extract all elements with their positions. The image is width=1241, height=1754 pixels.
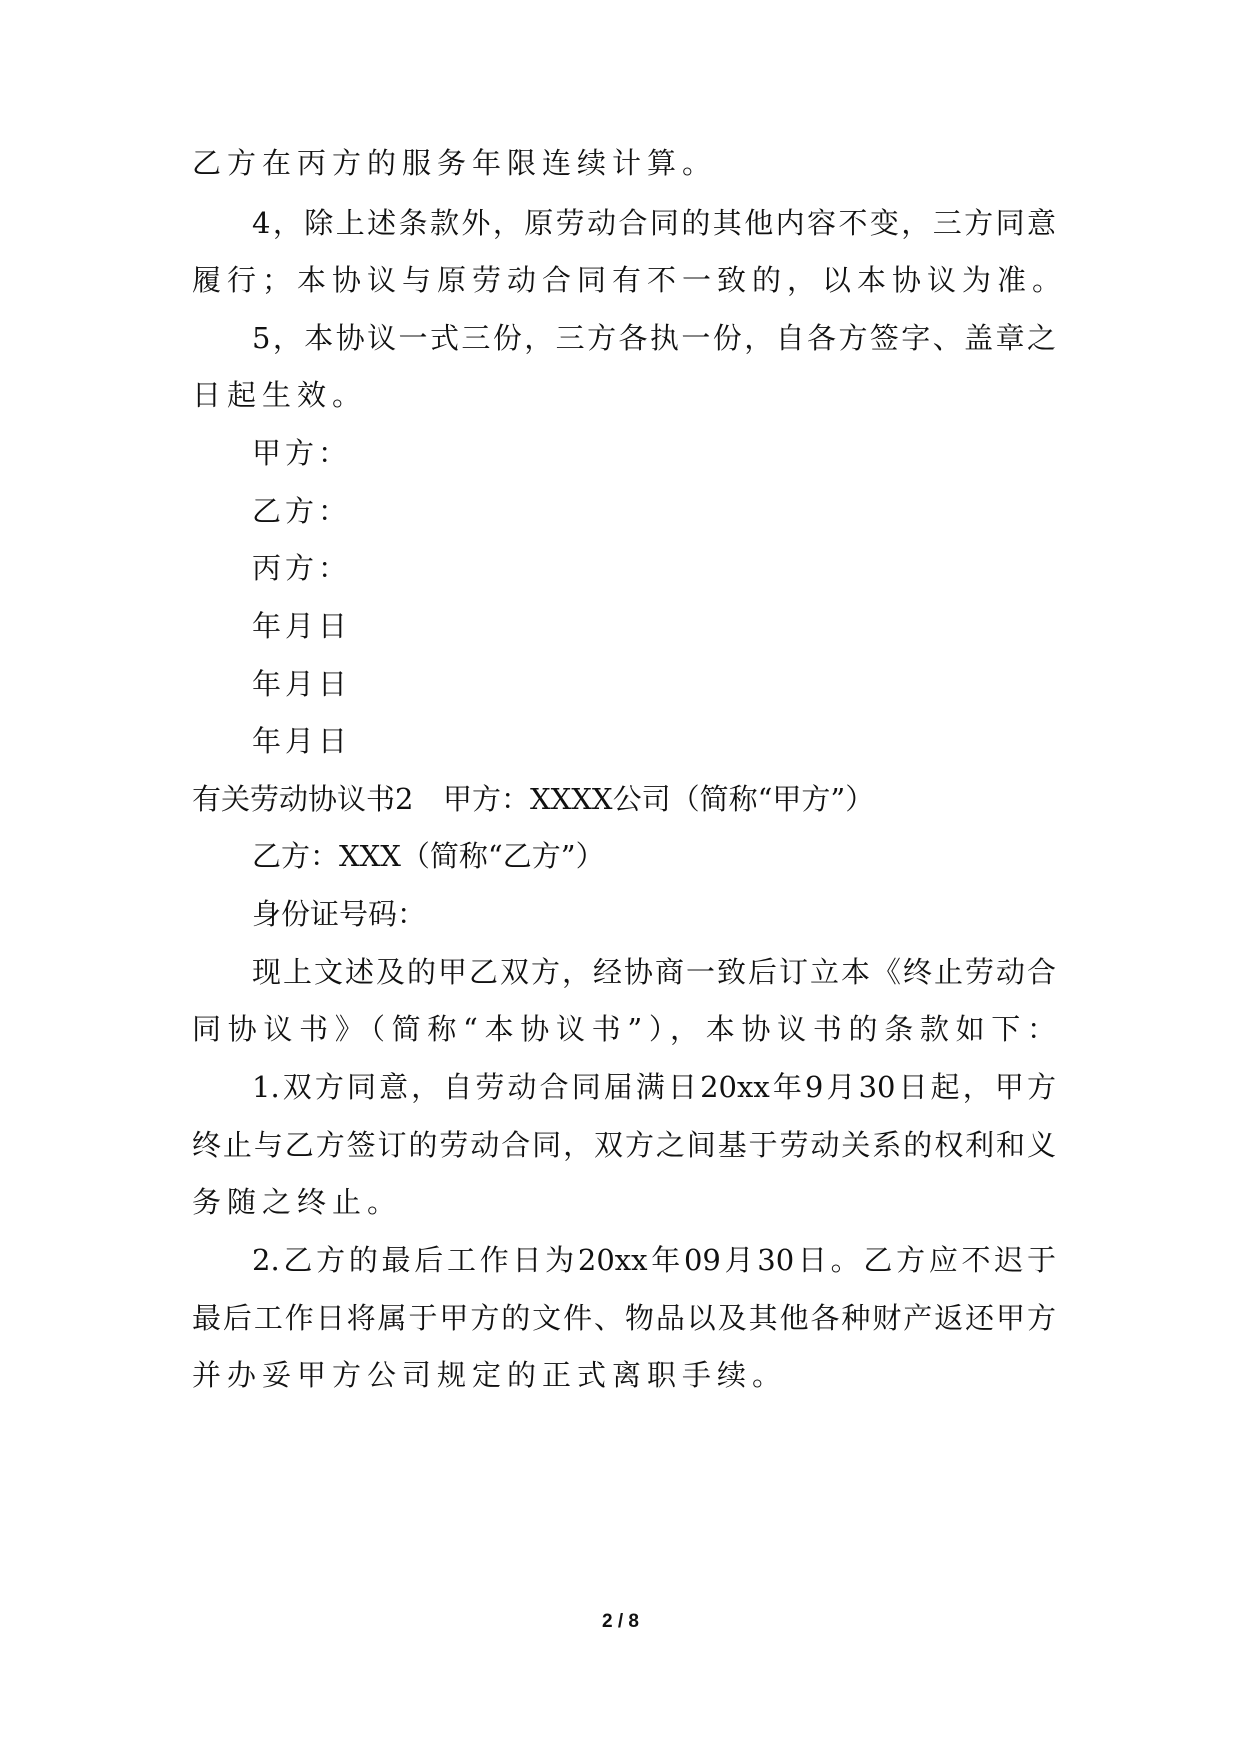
- text-line: 年月日: [252, 609, 352, 643]
- paragraph-line: [0, 203, 1241, 243]
- text-line: 日起生效。: [192, 378, 368, 412]
- page-number: 2 / 8: [602, 1611, 639, 1632]
- text-line: 乙方：XXX（简称“乙方”）: [252, 839, 605, 873]
- signature-line-party-a: [0, 433, 1241, 473]
- signature-line-party-b: [0, 491, 1241, 531]
- paragraph-line: [0, 1009, 1241, 1049]
- paragraph-line: [0, 143, 1241, 183]
- paragraph-line: [0, 260, 1241, 300]
- text-line: 年月日: [252, 724, 352, 758]
- text-line: 终止与乙方签订的劳动合同，双方之间基于劳动关系的权利和义: [192, 1128, 1056, 1162]
- text-line: 现上文述及的甲乙双方，经协商一致后订立本《终止劳动合: [252, 955, 1056, 989]
- paragraph-line: [0, 318, 1241, 358]
- text-line: 身份证号码：: [252, 897, 427, 931]
- party-b-line: [0, 836, 1241, 876]
- party-a-line: 甲方：XXXX公司（简称“甲方”）: [443, 782, 875, 816]
- text-line: 履行；本协议与原劳动合同有不一致的，以本协议为准。: [192, 263, 1068, 297]
- text-line: 同协议书》（简称“本协议书”），本协议书的条款如下：: [192, 1012, 1056, 1046]
- section-heading: [0, 779, 1241, 819]
- text-line: 最后工作日将属于甲方的文件、物品以及其他各种财产返还甲方: [192, 1301, 1056, 1335]
- paragraph-line: [0, 1067, 1241, 1107]
- text-line: 2.乙方的最后工作日为20xx年09月30日。乙方应不迟于: [252, 1243, 1056, 1277]
- signature-line-party-c: [0, 548, 1241, 588]
- paragraph-line: [0, 952, 1241, 992]
- date-line: [0, 664, 1241, 704]
- text-line: 年月日: [252, 667, 352, 701]
- section-title: 有关劳动协议书2: [192, 782, 414, 816]
- text-line: 甲方：: [252, 436, 352, 470]
- text-line: 乙方在丙方的服务年限连续计算。: [192, 146, 718, 180]
- date-line: [0, 721, 1241, 761]
- paragraph-line: [0, 1355, 1241, 1395]
- paragraph-line: [0, 375, 1241, 415]
- text-line: 5，本协议一式三份，三方各执一份，自各方签字、盖章之: [252, 321, 1056, 355]
- text-line: 4，除上述条款外，原劳动合同的其他内容不变，三方同意: [252, 206, 1056, 240]
- id-number-line: [0, 894, 1241, 934]
- paragraph-line: [0, 1240, 1241, 1280]
- text-line: 务随之终止。: [192, 1185, 403, 1219]
- text-line: 并办妥甲方公司规定的正式离职手续。: [192, 1358, 788, 1392]
- text-line: 1.双方同意，自劳动合同届满日20xx年9月30日起，甲方: [252, 1070, 1056, 1104]
- text-line: 乙方：: [252, 494, 352, 528]
- date-line: [0, 606, 1241, 646]
- paragraph-line: [0, 1298, 1241, 1338]
- paragraph-line: [0, 1182, 1241, 1222]
- text-line: 丙方：: [252, 551, 352, 585]
- paragraph-line: [0, 1125, 1241, 1165]
